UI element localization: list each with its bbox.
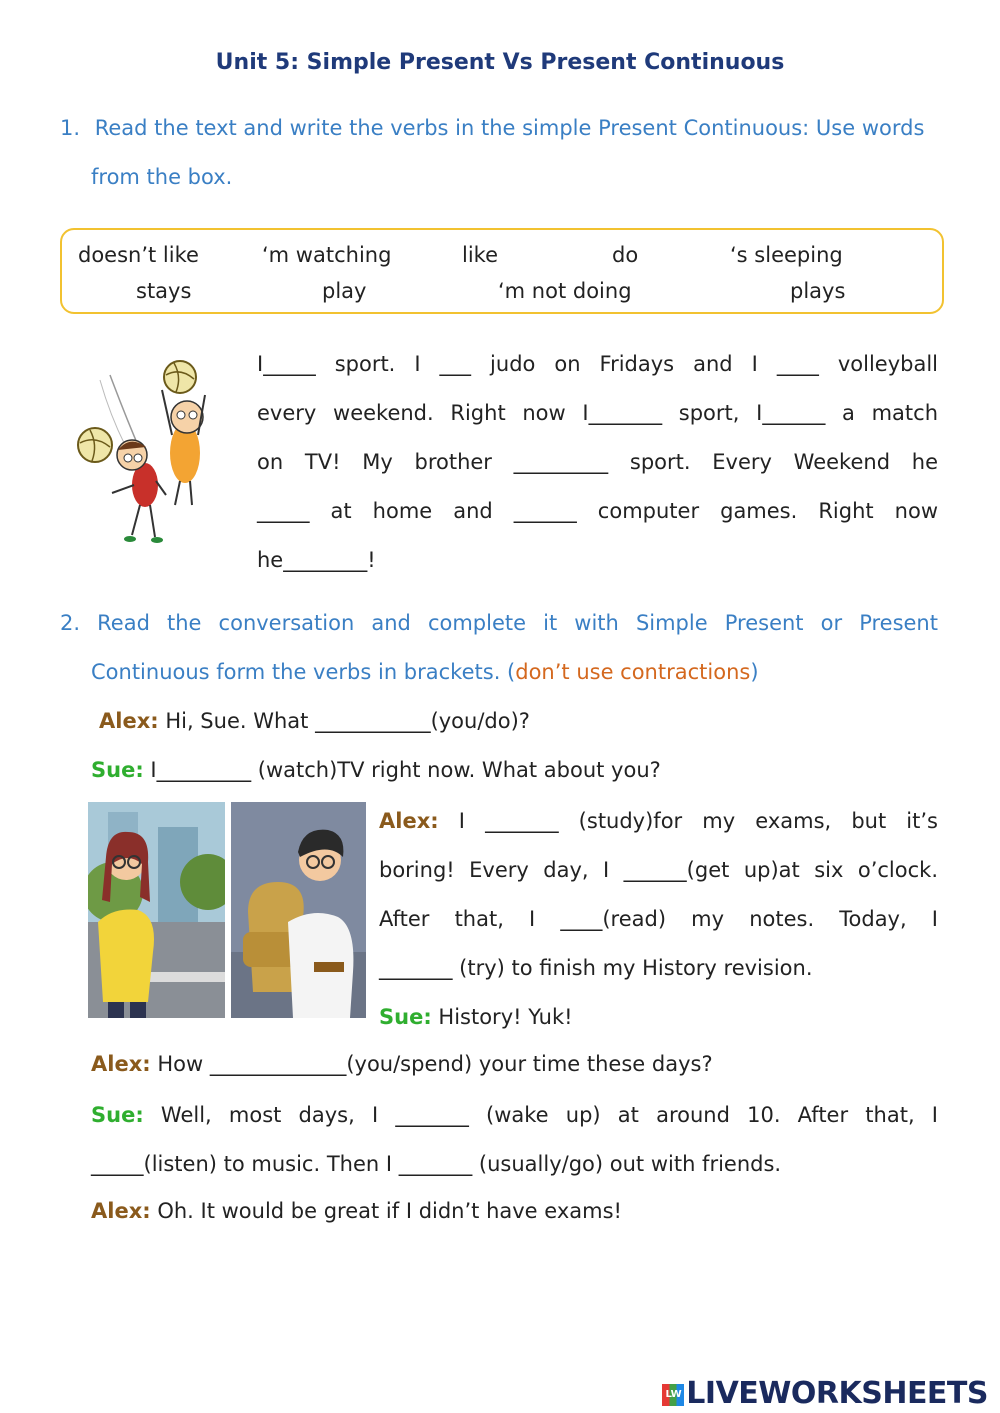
dialogue-line (379, 993, 938, 1042)
logo-badge-icon: LW (662, 1384, 684, 1406)
word-box-item: like (462, 243, 499, 267)
dialogue-text: boring! Every day, I ______(get up)at six o’clock. (379, 858, 938, 882)
word-box-item: stays (136, 279, 192, 303)
dialogue-text: History! Yuk! (438, 1005, 573, 1029)
dialogue-text: _______ (try) to finish my History revision. (379, 956, 813, 980)
page-title: Unit 5: Simple Present Vs Present Continuous (215, 50, 785, 75)
q1-text (257, 340, 938, 585)
sue-block (91, 1091, 938, 1189)
q1-text-line: he________! (257, 548, 376, 572)
speaker-alex: Alex: (91, 1199, 151, 1223)
q2-number: 2. (60, 611, 81, 635)
word-box-item: doesn’t like (78, 243, 199, 267)
q1-text-line: every weekend. Right now I_______ sport, I______ a match (257, 401, 938, 425)
word-box-item: ‘m watching (262, 243, 392, 267)
dialogue-line (91, 1091, 938, 1140)
speaker-alex: Alex: (91, 1052, 151, 1076)
speaker-sue: Sue: (91, 1103, 144, 1127)
q2-instruction-close: ) (750, 660, 759, 684)
q1-text-line: _____ at home and ______ computer games. Right now (257, 499, 938, 523)
word-box-item: ‘m not doing (498, 279, 632, 303)
q1-instruction-line2: from the box. (91, 165, 233, 189)
dialogue-line (99, 709, 530, 733)
dialogue-line (91, 1199, 622, 1223)
word-box-item: ‘s sleeping (730, 243, 843, 267)
speaker-alex: Alex: (379, 809, 439, 833)
q1-instruction (60, 104, 924, 153)
q2-instruction-line1: Read the conversation and complete it with Simple Present or Present (97, 611, 938, 635)
speaker-sue: Sue: (91, 758, 144, 782)
liveworksheets-logo: LW LIVEWORKSHEETS (662, 1376, 988, 1411)
dialogue-text: Oh. It would be great if I didn’t have exams! (157, 1199, 622, 1223)
q1-text-line: I_____ sport. I ___ judo on Fridays and I ____ volleyball (257, 352, 938, 376)
word-box-item: plays (790, 279, 846, 303)
phone-call-illustration (88, 802, 366, 1018)
speaker-alex: Alex: (99, 709, 159, 733)
dialogue-line (379, 797, 938, 846)
q1-text-line: on TV! My brother _________ sport. Every Weekend he (257, 450, 938, 474)
alex-block (379, 797, 938, 1042)
dialogue-text: I_________ (watch)TV right now. What about you? (150, 758, 661, 782)
word-box-item: play (322, 279, 367, 303)
dialogue-text: How _____________(you/spend) your time these days? (157, 1052, 713, 1076)
word-box-item: do (612, 243, 639, 267)
q2-instruction-note: don’t use contractions (515, 660, 751, 684)
dialogue-text: I _______ (study)for my exams, but it’s (458, 809, 938, 833)
dialogue-line (91, 758, 661, 782)
dialogue-text: After that, I ____(read) my notes. Today, I (379, 907, 938, 931)
dialogue-text: _____(listen) to music. Then I _______ (usually/go) out with friends. (91, 1152, 782, 1176)
q2-instruction (60, 599, 938, 648)
dialogue-line (91, 1052, 713, 1076)
dialogue-text: Hi, Sue. What ___________(you/do)? (165, 709, 530, 733)
speaker-sue: Sue: (379, 1005, 432, 1029)
q2-instruction-line2-wrap (91, 648, 759, 697)
q1-instruction-line1: Read the text and write the verbs in the simple Present Continuous: Use words (94, 116, 925, 140)
dialogue-text: Well, most days, I _______ (wake up) at around 10. After that, I (160, 1103, 938, 1127)
q2-instruction-line2: Continuous form the verbs in brackets. ( (91, 660, 516, 684)
kids-playing-illustration (70, 355, 230, 550)
q1-number: 1. (60, 116, 81, 140)
